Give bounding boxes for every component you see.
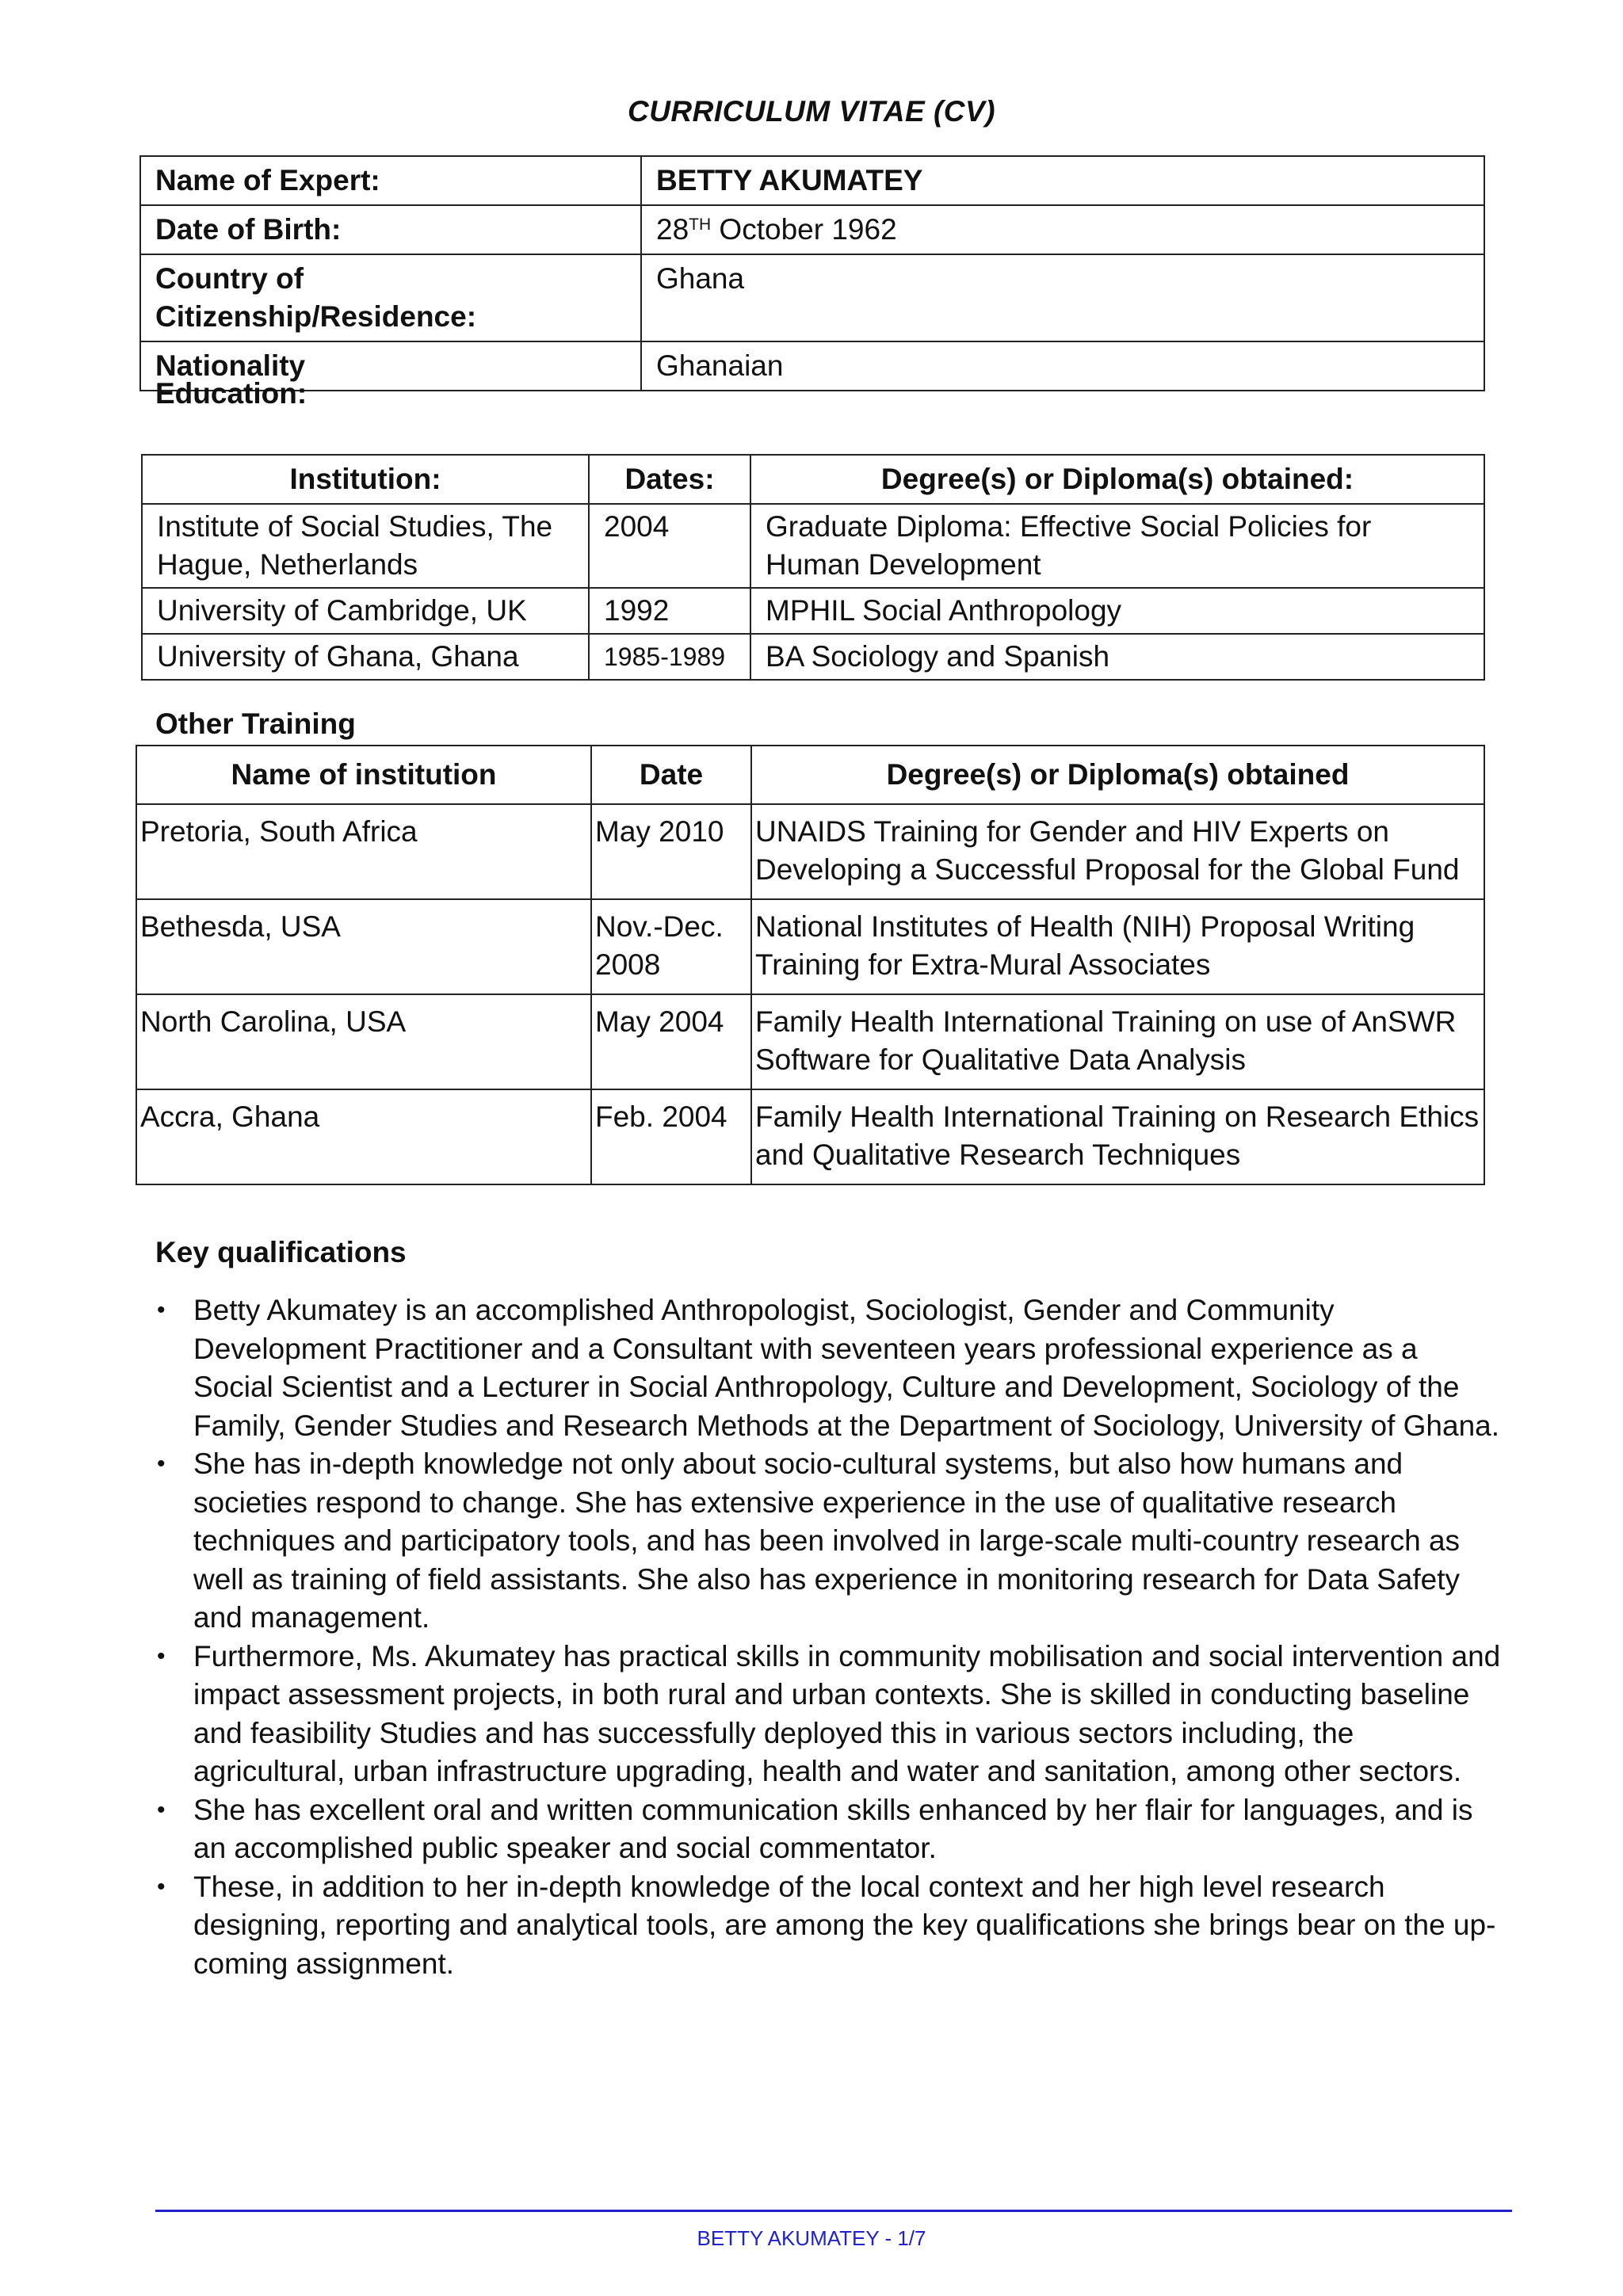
degree-cell: MPHIL Social Anthropology [750, 588, 1484, 634]
key-qualifications-heading: Key qualifications [155, 1236, 407, 1268]
institution-cell: University of Cambridge, UK [142, 588, 589, 634]
degree-cell: UNAIDS Training for Gender and HIV Experts on Developing a Successful Proposal for the Global Fund [751, 804, 1484, 899]
degree-cell: National Institutes of Health (NIH) Proposal Writing Training for Extra-Mural Associates [751, 899, 1484, 994]
nationality-label: Nationality [140, 341, 641, 391]
country-value: Ghana [641, 254, 1484, 341]
date-cell: Nov.-Dec. 2008 [591, 899, 751, 994]
qualification-text: She has in-depth knowledge not only about socio-cultural systems, but also how humans and societies respond to change. She has extensive experience in the use of qualitative research techniques and participatory tools, and has been involved in large-scale multi-country research as well as training of field assistants. She also has experience in monitoring research for Data Safety and management. [193, 1447, 1461, 1634]
date-cell: Feb. 2004 [591, 1089, 751, 1184]
table-row [140, 254, 1484, 341]
bullet-icon: • [157, 1642, 166, 1669]
column-header: Dates: [589, 455, 750, 504]
degree-cell: Family Health International Training on Research Ethics and Qualitative Research Techniques [751, 1089, 1484, 1184]
institution-cell: Bethesda, USA [136, 899, 591, 994]
table-row [136, 1089, 1484, 1184]
institution-cell: North Carolina, USA [136, 994, 591, 1089]
date-cell: 2004 [589, 504, 750, 588]
date-cell: May 2010 [591, 804, 751, 899]
nationality-value: Ghanaian [641, 341, 1484, 391]
personal-info-table [139, 155, 1485, 391]
table-header-row [136, 746, 1484, 804]
list-item [155, 1291, 1503, 1445]
bullet-icon: • [157, 1873, 166, 1900]
table-row [136, 994, 1484, 1089]
institution-cell: Pretoria, South Africa [136, 804, 591, 899]
list-item [155, 1868, 1503, 1984]
other-training-heading: Other Training [155, 707, 356, 740]
country-label: Country of Citizenship/Residence: [140, 254, 641, 341]
bullet-icon: • [157, 1297, 166, 1323]
other-training-table [136, 745, 1485, 1185]
qualification-text: She has excellent oral and written communication skills enhanced by her flair for languages, and is an accomplished public speaker and social commentator. [193, 1793, 1473, 1864]
list-item [155, 1445, 1503, 1638]
date-cell: May 2004 [591, 994, 751, 1089]
degree-cell: BA Sociology and Spanish [750, 634, 1484, 680]
column-header: Name of institution [136, 746, 591, 804]
degree-cell: Graduate Diploma: Effective Social Policies for Human Development [750, 504, 1484, 588]
name-label: Name of Expert: [140, 156, 641, 205]
institution-cell: Institute of Social Studies, The Hague, Netherlands [142, 504, 589, 588]
table-row [136, 804, 1484, 899]
qualification-text: These, in addition to her in-depth knowledge of the local context and her high level research designing, reporting and analytical tools, are among the key qualifications she brings bear on the up-coming assignment. [193, 1870, 1496, 1980]
key-qualifications-list [155, 1291, 1503, 1983]
column-header: Degree(s) or Diploma(s) obtained [751, 746, 1484, 804]
institution-cell: University of Ghana, Ghana [142, 634, 589, 680]
dob-rest: October 1962 [711, 213, 897, 246]
table-header-row [142, 455, 1484, 504]
date-cell: 1985-1989 [589, 634, 750, 680]
education-heading: Education: [155, 377, 307, 410]
degree-cell: Family Health International Training on use of AnSWR Software for Qualitative Data Analysis [751, 994, 1484, 1089]
list-item [155, 1638, 1503, 1791]
table-row [142, 588, 1484, 634]
column-header: Date [591, 746, 751, 804]
table-row [136, 899, 1484, 994]
footer-divider [155, 2210, 1512, 2212]
list-item [155, 1791, 1503, 1868]
name-value: BETTY AKUMATEY [641, 156, 1484, 205]
cv-title: CURRICULUM VITAE (CV) [627, 95, 996, 128]
dob-value [641, 205, 1484, 254]
table-row [140, 205, 1484, 254]
qualification-text: Furthermore, Ms. Akumatey has practical skills in community mobilisation and social intervention and impact assessment projects, in both rural and urban contexts. She is skilled in conducting baseline and feasibility Studies and has successfully deployed this in various sectors including, the agricultural, urban infrastructure upgrading, health and water and sanitation, among other sectors. [193, 1639, 1501, 1787]
dob-suffix: TH [689, 215, 712, 234]
education-table [141, 454, 1485, 681]
page-footer: BETTY AKUMATEY - 1/7 [697, 2226, 926, 2250]
bullet-icon: • [157, 1451, 166, 1477]
date-cell: 1992 [589, 588, 750, 634]
dob-label: Date of Birth: [140, 205, 641, 254]
qualification-text: Betty Akumatey is an accomplished Anthropologist, Sociologist, Gender and Community Development Practitioner and a Consultant with seventeen years professional experience as a Social Scientist and a Lecturer in Social Anthropology, Culture and Development, Sociology of the Family, Gender Studies and Research Methods at the Department of Sociology, University of Ghana. [193, 1294, 1499, 1442]
dob-day: 28 [656, 213, 689, 246]
table-row [142, 504, 1484, 588]
column-header: Institution: [142, 455, 589, 504]
table-row [142, 634, 1484, 680]
table-row [140, 156, 1484, 205]
table-row [140, 341, 1484, 391]
column-header: Degree(s) or Diploma(s) obtained: [750, 455, 1484, 504]
institution-cell: Accra, Ghana [136, 1089, 591, 1184]
bullet-icon: • [157, 1796, 166, 1823]
